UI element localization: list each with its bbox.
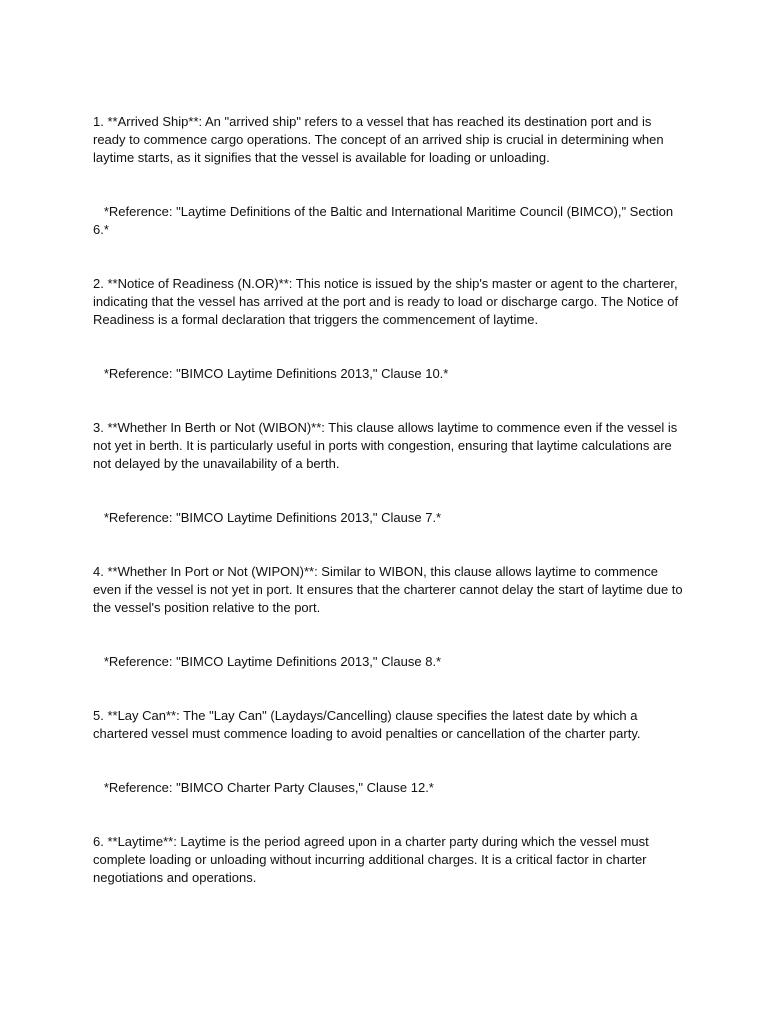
document-page — [93, 113, 687, 923]
paragraph-laytime: 6. **Laytime**: Laytime is the period agreed upon in a charter party during which the vessel must complete loading or unloading without incurring additional charges. It is a critical factor in charter negotiations and operations. — [93, 834, 653, 885]
reference-wipon: *Reference: "BIMCO Laytime Definitions 2013," Clause 8.* — [93, 654, 442, 669]
paragraph-lay-can: 5. **Lay Can**: The "Lay Can" (Laydays/Cancelling) clause specifies the latest date by which a chartered vessel must commence loading to avoid penalties or cancellation of the charter party. — [93, 708, 642, 741]
reference-arrived-ship: *Reference: "Laytime Definitions of the Baltic and International Maritime Council (BIMCO)," Section 6.* — [93, 204, 677, 237]
paragraph-notice-of-readiness: 2. **Notice of Readiness (N.OR)**: This notice is issued by the ship's master or agent to the charterer, indicating that the vessel has arrived at the port and is ready to load or discharge cargo. The Notice of Readiness is a formal declaration that triggers the commencement of laytime. — [93, 276, 682, 327]
paragraph-arrived-ship: 1. **Arrived Ship**: An "arrived ship" refers to a vessel that has reached its destination port and is ready to commence cargo operations. The concept of an arrived ship is crucial in determining when laytime starts, as it signifies that the vessel is available for loading or unloading. — [93, 114, 668, 165]
reference-notice-of-readiness: *Reference: "BIMCO Laytime Definitions 2013," Clause 10.* — [93, 366, 449, 381]
reference-wibon: *Reference: "BIMCO Laytime Definitions 2013," Clause 7.* — [93, 510, 442, 525]
paragraph-wipon: 4. **Whether In Port or Not (WIPON)**: Similar to WIBON, this clause allows laytime to commence even if the vessel is not yet in port. It ensures that the charterer cannot delay the start of laytime due to the vessel's position relative to the port. — [93, 564, 687, 615]
reference-lay-can: *Reference: "BIMCO Charter Party Clauses," Clause 12.* — [93, 780, 434, 795]
paragraph-wibon: 3. **Whether In Berth or Not (WIBON)**: This clause allows laytime to commence even if the vessel is not yet in berth. It is particularly useful in ports with congestion, ensuring that laytime calculations are not delayed by the unavailability of a berth. — [93, 420, 681, 471]
